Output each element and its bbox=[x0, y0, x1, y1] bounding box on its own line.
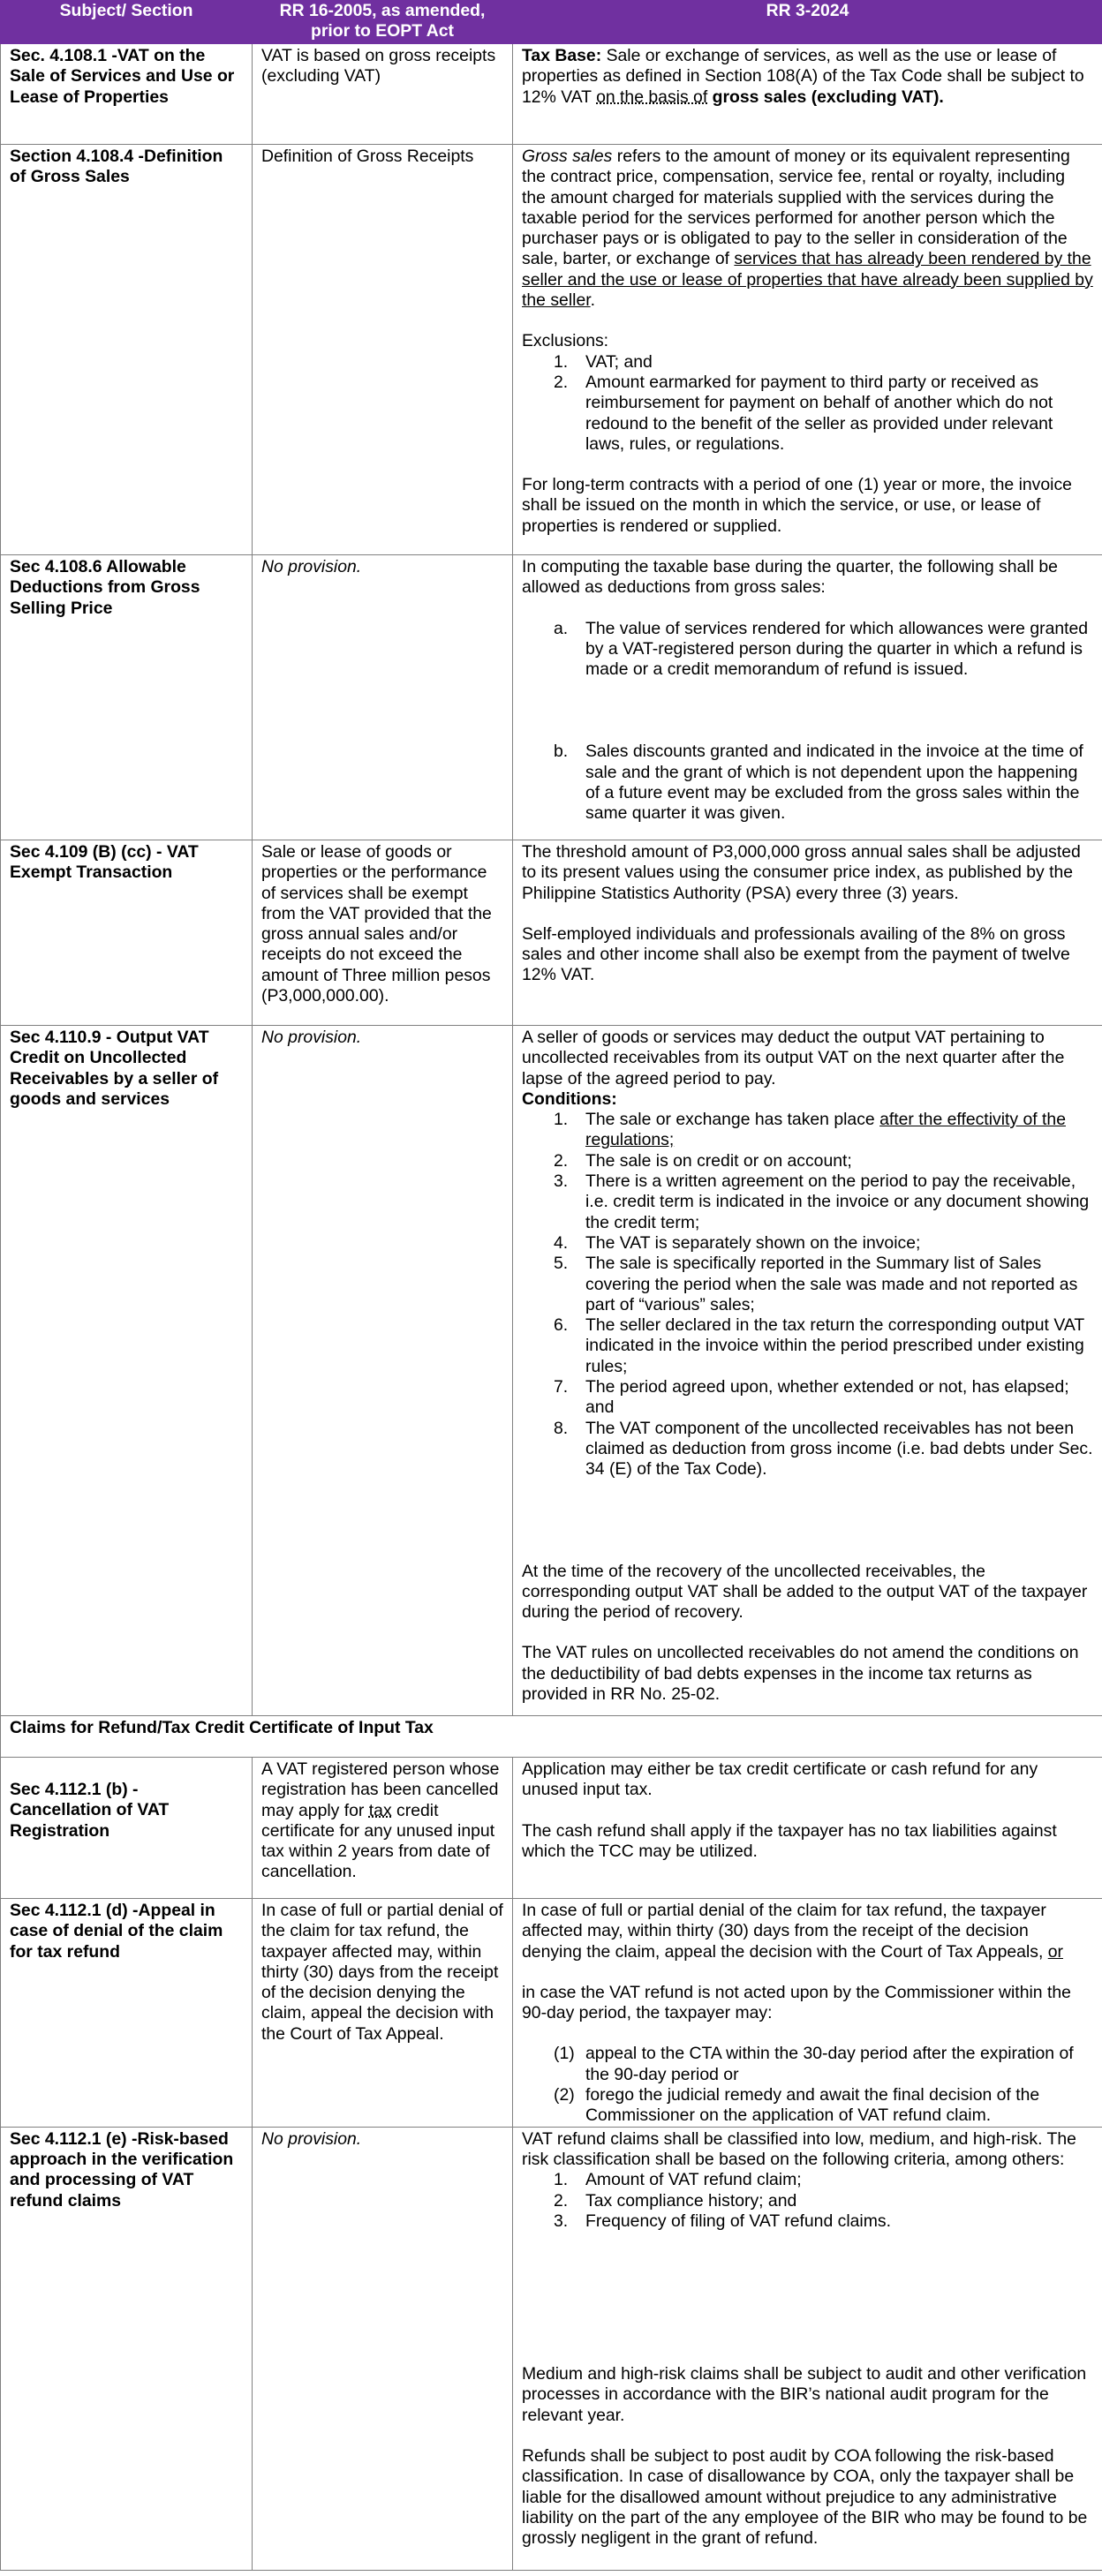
table-row bbox=[1, 1026, 1102, 1716]
table-row bbox=[1, 44, 1102, 145]
row-new-rule bbox=[513, 555, 1102, 840]
appeal-paragraph bbox=[522, 1901, 1093, 1962]
list-text: There is a written agreement on the period to pay the receivable, i.e. credit term is indicated in the invoice or any document showing the credit term; bbox=[585, 1171, 1090, 1232]
conditions-list bbox=[522, 1110, 1093, 1480]
row-old-rule: No provision. bbox=[253, 555, 513, 840]
application-paragraph: Application may either be tax credit certificate or cash refund for any unused input tax. bbox=[522, 1759, 1038, 1800]
list-item bbox=[554, 619, 1093, 681]
tax-base-gross: gross sales (excluding VAT). bbox=[712, 87, 944, 107]
row-new-rule bbox=[513, 840, 1102, 1026]
row-new-rule bbox=[513, 1899, 1102, 2128]
list-item bbox=[554, 1233, 1093, 1254]
condition-text: The sale or exchange has taken place bbox=[585, 1110, 880, 1130]
row-old-rule: Sale or lease of goods or properties or the performance of services shall be exempt from the VAT provided that the gross annual sales and/or receipts do not exceed the amount of Three million pesos (P3,000,000.00). bbox=[253, 840, 513, 1026]
list-text: Amount earmarked for payment to third party or received as reimbursement for payment on behalf of another which do not redound to the benefit of the seller as provided under relevant laws, rules, or regulations. bbox=[585, 372, 1053, 454]
appeal-or: or bbox=[1047, 1941, 1063, 1962]
list-text: Tax compliance history; and bbox=[585, 2190, 797, 2211]
gross-sales-text: refers to the amount of money or its equivalent representing the contract price, compensation, service fee, rental or royalty, including the amount charged for materials supplied with the services during the taxable period for the services performed for another person which the purchaser pays or is obligated to pay to the seller in consideration of the sale, barter, or exchange of bbox=[522, 147, 1070, 269]
gross-sales-end: . bbox=[590, 290, 596, 311]
list-number: 4. bbox=[554, 1232, 569, 1253]
row-new-rule bbox=[513, 145, 1102, 555]
list-text: The sale is specifically reported in the Summary list of Sales covering the period when the sale was made and not reported as part of “various” sales; bbox=[585, 1254, 1078, 1314]
threshold-paragraph: The threshold amount of P3,000,000 gross annual sales shall be adjusted to its present values using the consumer price index, as published by the Philippine Statistics Authority (PSA) every three (3) years. bbox=[522, 842, 1081, 903]
row-old-rule: VAT is based on gross receipts (excluding VAT) bbox=[253, 44, 513, 145]
list-item bbox=[554, 352, 1093, 373]
row-subject: Sec 4.108.6 Allowable Deductions from Gross Selling Price bbox=[1, 555, 253, 840]
table-row bbox=[1, 145, 1102, 555]
old-rule-tax: tax bbox=[368, 1800, 392, 1820]
list-letter: b. bbox=[554, 742, 569, 762]
list-item bbox=[554, 1171, 1093, 1233]
list-number: 2. bbox=[554, 1150, 569, 1171]
list-item bbox=[554, 742, 1093, 824]
list-item bbox=[554, 1419, 1093, 1480]
list-item bbox=[554, 1315, 1093, 1377]
list-number: 3. bbox=[554, 2211, 569, 2231]
condition-underlined: after the effectivity of the regulations; bbox=[585, 1110, 1066, 1150]
list-letter: a. bbox=[554, 618, 569, 638]
subject-text: Sec 4.112.1 (b) - Cancellation of VAT Registration bbox=[10, 1780, 170, 1841]
list-item bbox=[554, 2170, 1093, 2190]
table-row bbox=[1, 2127, 1102, 2570]
tax-base-basis: on the basis of bbox=[596, 87, 708, 107]
gross-sales-term: Gross sales bbox=[522, 147, 613, 166]
row-new-rule bbox=[513, 2127, 1102, 2570]
self-employed-paragraph: Self-employed individuals and professionals availing of the 8% on gross sales and other income shall also be exempt from the payment of twelve 12% VAT. bbox=[522, 923, 1070, 985]
post-audit-paragraph: Refunds shall be subject to post audit by COA following the risk-based classification. In case of disallowance by COA, only the taxpayer shall be liable for the disallowed amount without prejudice to any administrative liability on the part of the any employee of the BIR who may be found to be grossly negligent in the grant of refund. bbox=[522, 2446, 1088, 2549]
header-old-rule: RR 16-2005, as amended, prior to EOPT Act bbox=[253, 1, 513, 44]
list-item bbox=[554, 1151, 1093, 1171]
not-acted-paragraph: in case the VAT refund is not acted upon by the Commissioner within the 90-day period, the taxpayer may: bbox=[522, 1982, 1071, 2023]
row-old-rule bbox=[253, 1758, 513, 1899]
list-text: Frequency of filing of VAT refund claims. bbox=[585, 2211, 891, 2231]
row-old-rule: In case of full or partial denial of the claim for tax refund, the taxpayer affected may, within thirty (30) days from the receipt of the decision denying the claim, appeal the decision with the Court of Tax Appeal. bbox=[253, 1899, 513, 2128]
list-number: 2. bbox=[554, 372, 569, 392]
table-row bbox=[1, 1758, 1102, 1899]
list-number: 3. bbox=[554, 1171, 569, 1192]
list-item bbox=[554, 2044, 1093, 2085]
row-old-rule: No provision. bbox=[253, 1026, 513, 1716]
old-rule-text: A VAT registered person whose registration has been cancelled may apply for bbox=[261, 1759, 500, 1820]
list-text: The sale is on credit or on account; bbox=[585, 1150, 852, 1171]
list-text bbox=[585, 1110, 1093, 1151]
list-item bbox=[554, 2085, 1093, 2127]
row-subject: Sec. 4.108.1 -VAT on the Sale of Services and Use or Lease of Properties bbox=[1, 44, 253, 145]
list-number: 6. bbox=[554, 1315, 569, 1336]
list-number: 1. bbox=[554, 2170, 569, 2190]
row-subject: Sec 4.112.1 (d) -Appeal in case of denial of the claim for tax refund bbox=[1, 1899, 253, 2128]
row-old-rule: No provision. bbox=[253, 2127, 513, 2570]
list-text: The VAT is separately shown on the invoice; bbox=[585, 1232, 921, 1253]
tax-base-label: Tax Base: bbox=[522, 46, 602, 65]
recovery-paragraph: At the time of the recovery of the uncollected receivables, the corresponding output VAT shall be added to the output VAT of the taxpayer during the period of recovery. bbox=[522, 1561, 1088, 1623]
audit-paragraph: Medium and high-risk claims shall be subject to audit and other verification processes in accordance with the BIR’s national audit program for the relevant year. bbox=[522, 2364, 1087, 2425]
row-new-rule bbox=[513, 1026, 1102, 1716]
appeal-text: In case of full or partial denial of the claim for tax refund, the taxpayer affected may, within thirty (30) days from the receipt of the decision denying the claim, appeal the decision with the Court of Tax Appeals, bbox=[522, 1901, 1048, 1962]
table-header-row bbox=[1, 1, 1102, 44]
remedies-list bbox=[522, 2044, 1093, 2126]
list-item bbox=[554, 2211, 1093, 2232]
list-text: Sales discounts granted and indicated in the invoice at the time of sale and the grant of which is not dependent upon the happening of a future event may be excluded from the gross sales within the same quarter it was given. bbox=[585, 742, 1083, 824]
risk-intro: VAT refund claims shall be classified into low, medium, and high-risk. The risk classification shall be based on the following criteria, among others: bbox=[522, 2128, 1076, 2169]
long-term-contracts: For long-term contracts with a period of one (1) year or more, the invoice shall be issued on the month in which the service, or use, or lease of properties is rendered or supplied. bbox=[522, 475, 1072, 536]
table-row bbox=[1, 1899, 1102, 2128]
list-item bbox=[554, 1110, 1093, 1151]
row-subject: Section 4.108.4 -Definition of Gross Sales bbox=[1, 145, 253, 555]
gross-sales-underlined: services that has already been rendered by the seller and the use or lease of properties that have already been supplied by the seller bbox=[522, 249, 1093, 311]
list-number: (1) bbox=[554, 2044, 575, 2064]
list-text: The seller declared in the tax return the corresponding output VAT indicated in the invoice within the period prescribed under existing rules; bbox=[585, 1315, 1084, 1376]
header-subject: Subject/ Section bbox=[1, 1, 253, 44]
list-text: The VAT component of the uncollected receivables has not been claimed as deduction from gross income (i.e. bad debts under Sec. 34 (E) of the Tax Code). bbox=[585, 1418, 1093, 1480]
tax-base-text: Sale or exchange of services, as well as the use or lease of properties as defined in Section 108(A) of the Tax Code shall be subject to 12% VAT bbox=[522, 46, 1084, 107]
exclusions-title: Exclusions: bbox=[522, 331, 609, 351]
old-rule-text-end: credit certificate for any unused input tax within 2 years from date of cancellation. bbox=[261, 1800, 495, 1882]
list-number: 5. bbox=[554, 1254, 569, 1274]
row-old-rule: Definition of Gross Receipts bbox=[253, 145, 513, 555]
gross-sales-definition bbox=[522, 147, 1093, 311]
exclusions-list bbox=[522, 352, 1093, 455]
list-item bbox=[554, 1377, 1093, 1419]
row-subject bbox=[1, 1758, 253, 1899]
deductions-list bbox=[522, 619, 1093, 825]
cash-refund-paragraph: The cash refund shall apply if the taxpayer has no tax liabilities against which the TCC may be utilized. bbox=[522, 1820, 1057, 1861]
list-text: The value of services rendered for which allowances were granted by a VAT-registered person during the quarter in which a refund is made or a credit memorandum of refund is issued. bbox=[585, 618, 1089, 680]
table-row bbox=[1, 555, 1102, 840]
row-subject: Sec 4.109 (B) (cc) - VAT Exempt Transaction bbox=[1, 840, 253, 1026]
list-number: 7. bbox=[554, 1377, 569, 1397]
list-text: appeal to the CTA within the 30-day period after the expiration of the 90-day period or bbox=[585, 2044, 1074, 2084]
list-item bbox=[554, 2191, 1093, 2211]
list-number: 1. bbox=[554, 351, 569, 372]
risk-criteria-list bbox=[522, 2170, 1093, 2232]
row-new-rule bbox=[513, 1758, 1102, 1899]
list-number: 8. bbox=[554, 1418, 569, 1438]
section-title: Claims for Refund/Tax Credit Certificate of Input Tax bbox=[1, 1716, 1102, 1758]
list-text: VAT; and bbox=[585, 351, 653, 372]
list-number: 2. bbox=[554, 2190, 569, 2211]
row-subject: Sec 4.110.9 - Output VAT Credit on Uncollected Receivables by a seller of goods and services bbox=[1, 1026, 253, 1716]
list-text: Amount of VAT refund claim; bbox=[585, 2170, 802, 2190]
header-new-rule: RR 3-2024 bbox=[513, 1, 1102, 44]
bad-debts-paragraph: The VAT rules on uncollected receivables do not amend the conditions on the deductibility of bad debts expenses in the income tax returns as provided in RR No. 25-02. bbox=[522, 1643, 1079, 1705]
table-row bbox=[1, 840, 1102, 1026]
list-item bbox=[554, 1254, 1093, 1315]
list-text: forego the judicial remedy and await the final decision of the Commissioner on the application of VAT refund claim. bbox=[585, 2085, 1040, 2126]
list-text: The period agreed upon, whether extended or not, has elapsed; and bbox=[585, 1377, 1069, 1418]
list-item bbox=[554, 373, 1093, 455]
output-vat-intro: A seller of goods or services may deduct the output VAT pertaining to uncollected receivables from its output VAT on the next quarter after the lapse of the agreed period to pay. bbox=[522, 1028, 1065, 1088]
list-number: (2) bbox=[554, 2085, 575, 2105]
conditions-title: Conditions: bbox=[522, 1088, 617, 1109]
row-new-rule bbox=[513, 44, 1102, 145]
list-number: 1. bbox=[554, 1110, 569, 1130]
deductions-intro: In computing the taxable base during the quarter, the following shall be allowed as deductions from gross sales: bbox=[522, 557, 1058, 598]
row-subject: Sec 4.112.1 (e) -Risk-based approach in the verification and processing of VAT refund claims bbox=[1, 2127, 253, 2570]
section-row bbox=[1, 1716, 1102, 1758]
